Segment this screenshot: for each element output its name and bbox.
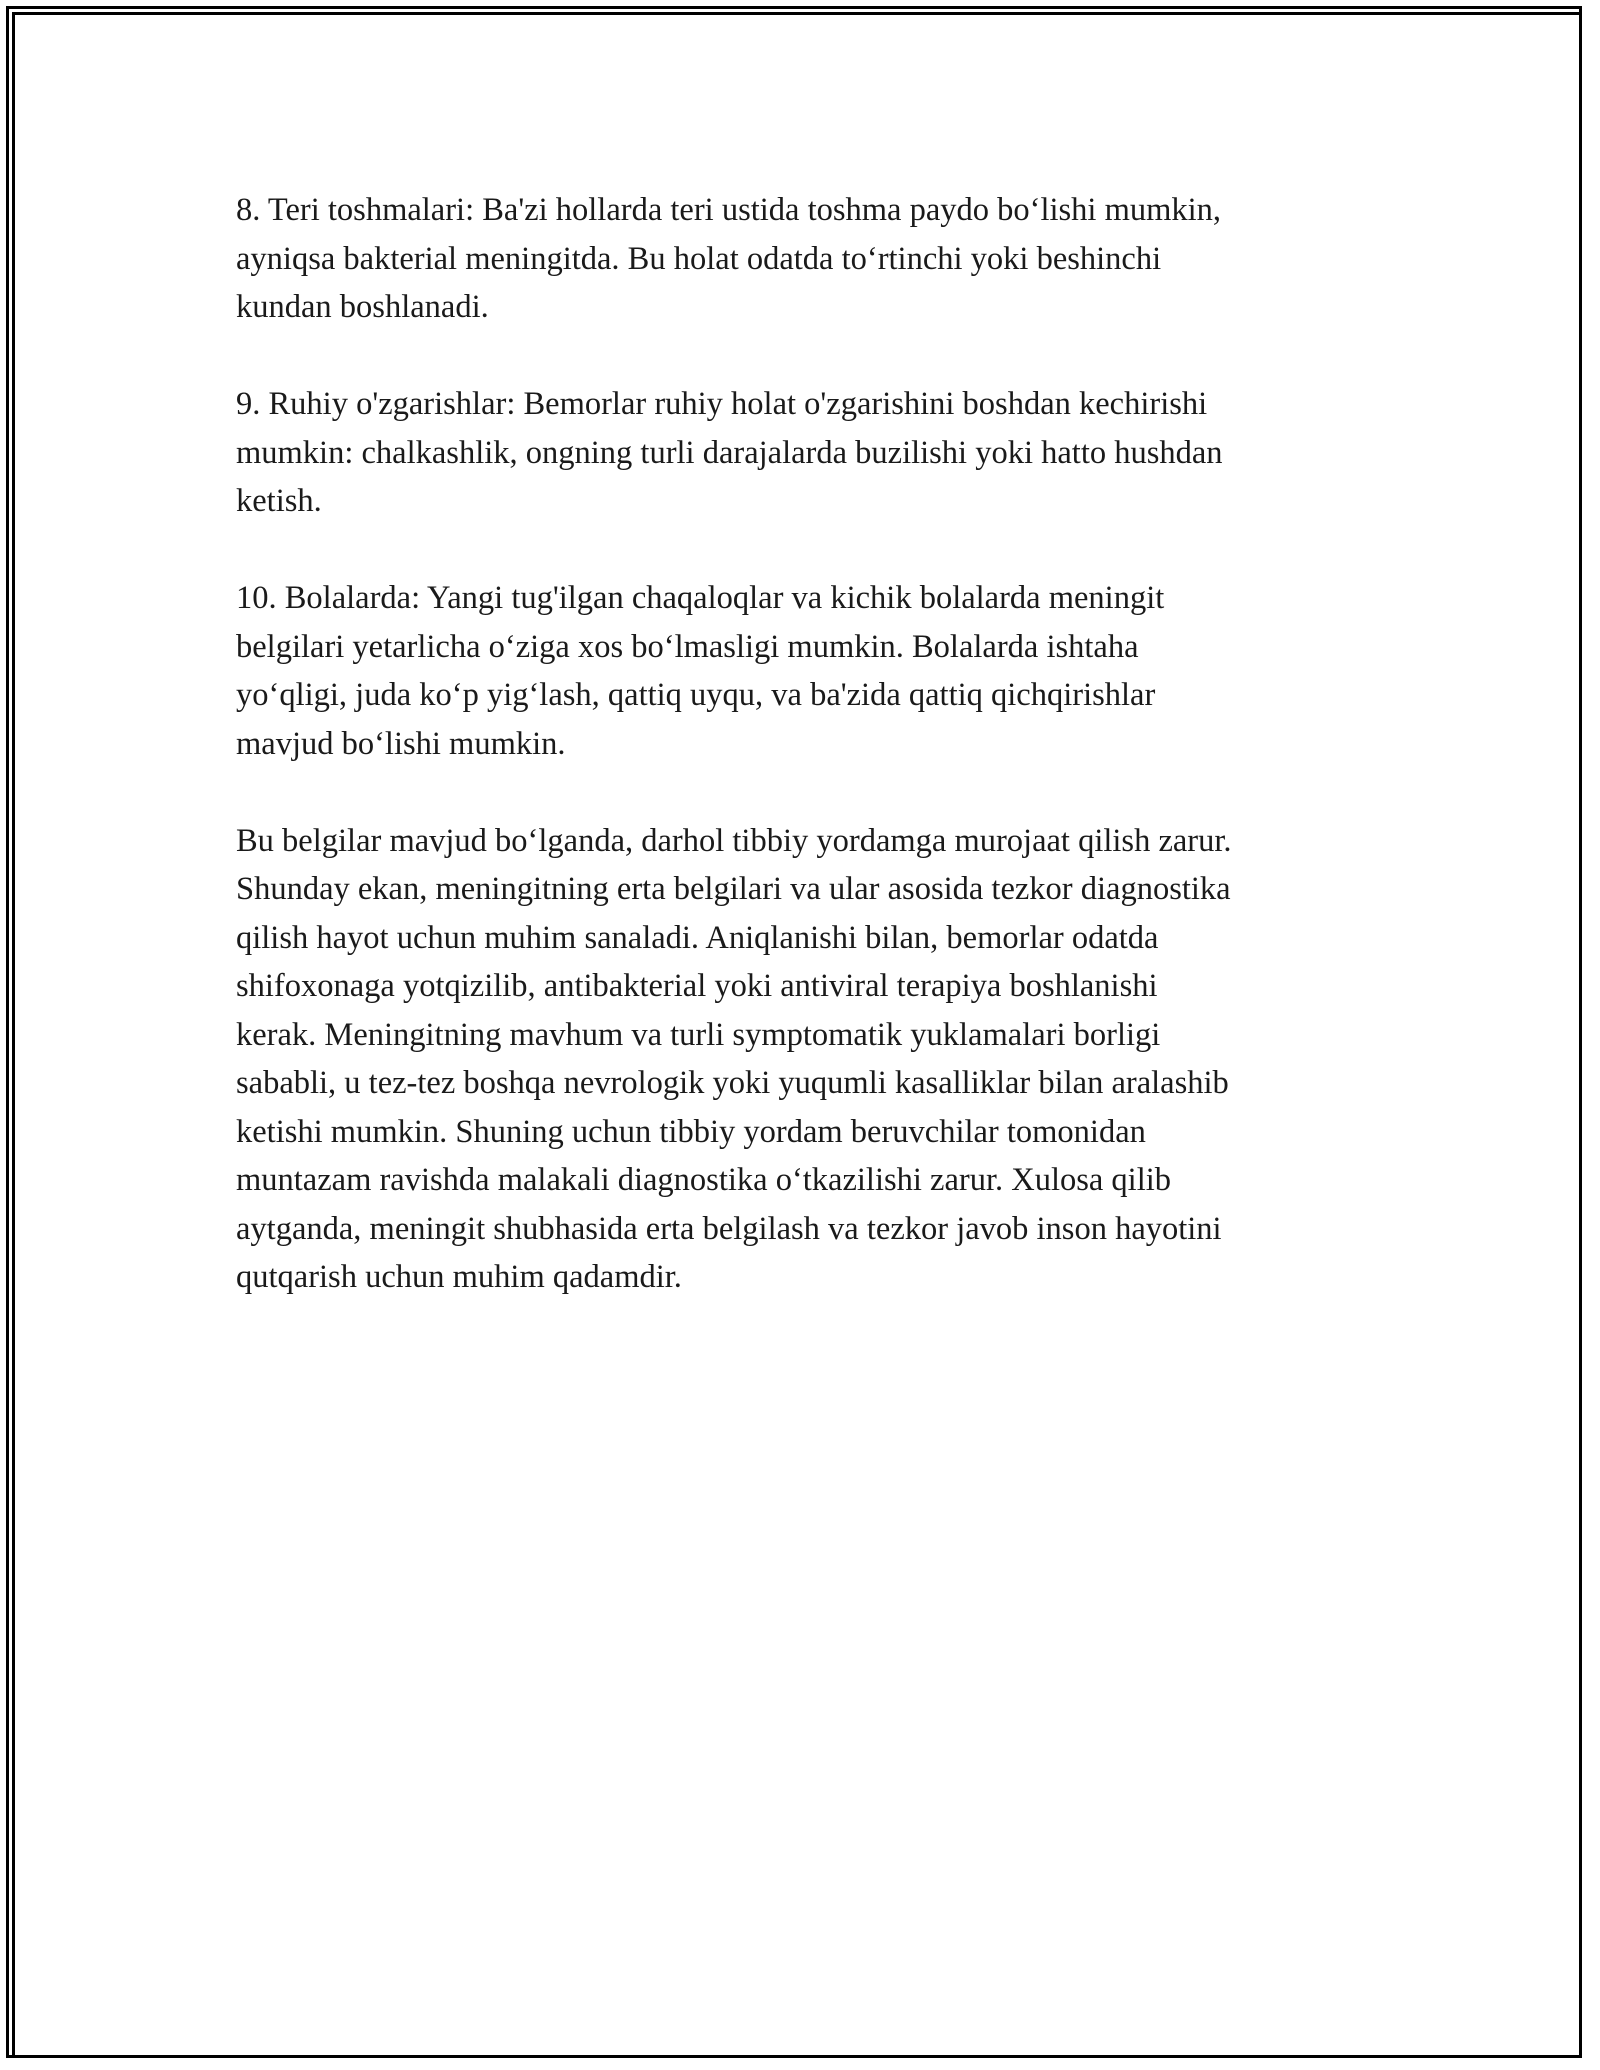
document-body (236, 186, 1366, 1350)
paragraph-skin-rash: 8. Teri toshmalari: Ba'zi hollarda teri ustida toshma paydo bo‘lishi mumkin, ayniqsa bakterial meningitda. Bu holat odatda to‘rtinchi yoki beshinchi kundan boshlanadi. (236, 192, 1222, 325)
paragraph-mental-changes: 9. Ruhiy o'zgarishlar: Bemorlar ruhiy holat o'zgarishini boshdan kechirishi mumkin: chalkashlik, ongning turli darajalarda buzilishi yoki hatto hushdan ketish. (236, 386, 1223, 519)
paragraph-conclusion: Bu belgilar mavjud bo‘lganda, darhol tibbiy yordamga murojaat qilish zarur. Shunday ekan, meningitning erta belgilari va ular asosida tezkor diagnostika qilish hayot uchun muhim sanaladi. Aniqlanishi bilan, bemorlar odatda shifoxonaga yotqizilib, antibakterial yoki antiviral terapiya boshlanishi kerak. Meningitning mavhum va turli symptomatik yuklamalari borligi sababli, u tez-tez boshqa nevrologik yoki yuqumli kasalliklar bilan aralashib ketishi mumkin. Shuning uchun tibbiy yordam beruvchilar tomonidan muntazam ravishda malakali diagnostika o‘tkazilishi zarur. Xulosa qilib aytganda, meningit shubhasida erta belgilash va tezkor javob inson hayotini qutqarish uchun muhim qadamdir. (236, 822, 1232, 1295)
paragraph-children: 10. Bolalarda: Yangi tug'ilgan chaqaloqlar va kichik bolalarda meningit belgilari yetarlicha o‘ziga xos bo‘lmasligi mumkin. Bolalarda ishtaha yo‘qligi, juda ko‘p yig‘lash, qattiq uyqu, va ba'zida qattiq qichqirishlar mavjud bo‘lishi mumkin. (236, 580, 1165, 762)
